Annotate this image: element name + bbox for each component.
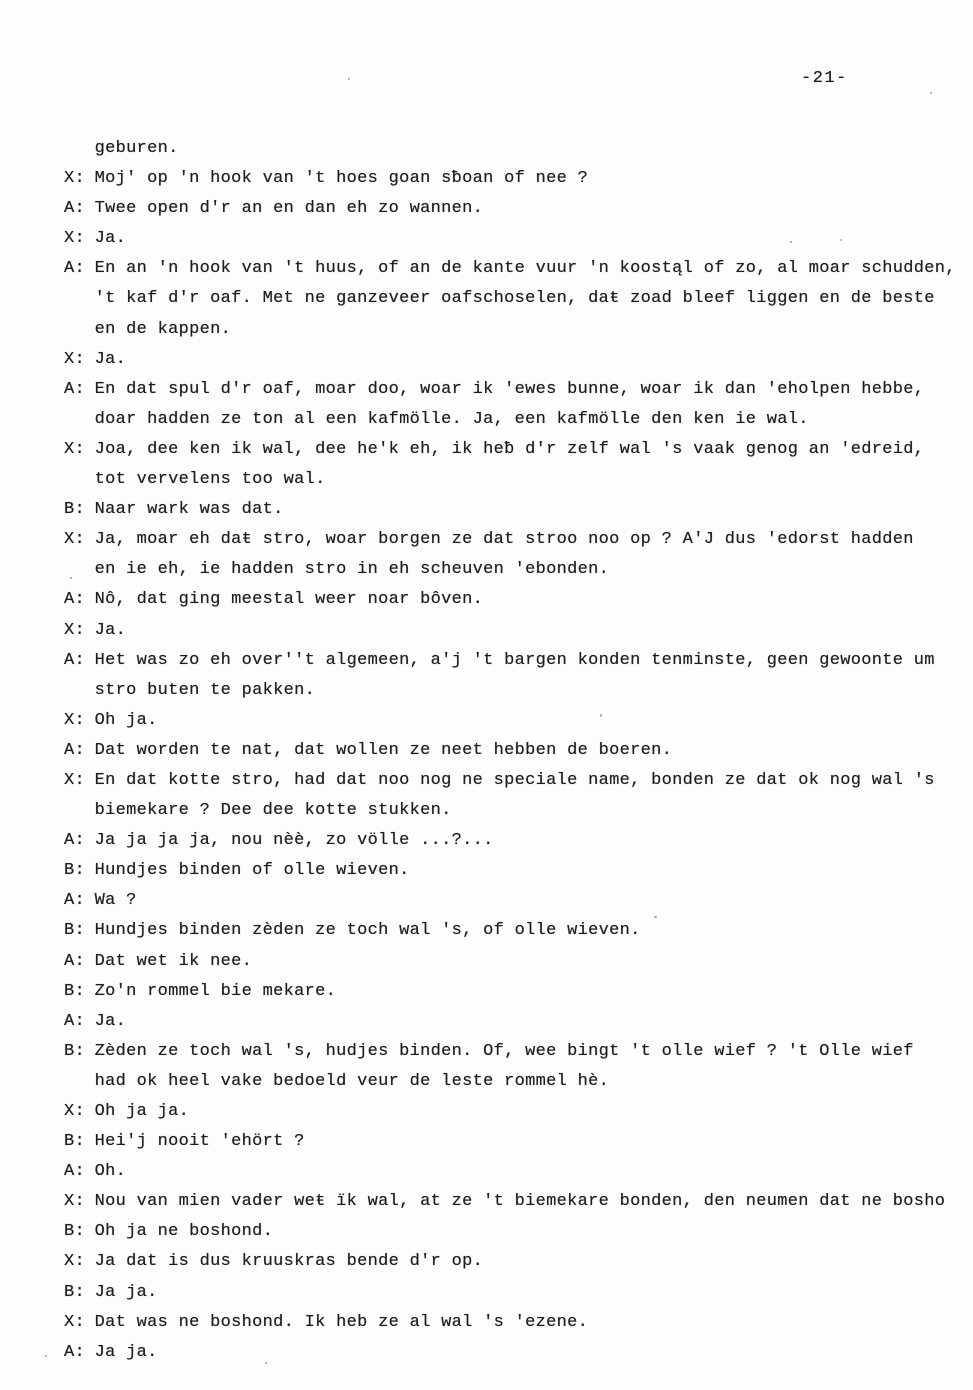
speaker-label: B: <box>64 1132 86 1152</box>
utterance-text: en ie eh, ie hadden stro in eh scheuven 'ebonden. <box>94 560 610 580</box>
transcript-line <box>64 1037 973 1067</box>
utterance-text: Ja. <box>94 229 127 249</box>
speaker-label: X: <box>64 710 86 730</box>
scan-speck <box>600 714 602 717</box>
speaker-label: A: <box>64 831 86 851</box>
utterance-text: Ja ja. <box>94 1342 158 1362</box>
transcript-line <box>64 1308 973 1338</box>
utterance-text: Zèden ze toch wal 's, hudjes binden. Of, wee bingt 't olle wief ? 't Olle wief <box>94 1041 914 1061</box>
utterance-text: Ja dat is dus kruuskras bende d'r op. <box>94 1252 484 1272</box>
utterance-text: Moj' op 'n hook van 't hoes goan sƀoan of nee ? <box>94 169 589 189</box>
transcript-line <box>64 315 973 345</box>
utterance-text: biemekare ? Dee dee kotte stukken. <box>94 801 452 821</box>
utterance-text: Ja. <box>94 349 127 369</box>
scan-speck <box>915 455 917 457</box>
transcript-line <box>64 435 973 465</box>
utterance-text: Twee open d'r an en dan eh zo wannen. <box>94 199 484 219</box>
transcript-line <box>64 646 973 676</box>
speaker-label: X: <box>64 1312 86 1332</box>
utterance-text: Ja. <box>94 620 127 640</box>
transcript-line <box>64 1007 973 1037</box>
speaker-label: X: <box>64 169 86 189</box>
transcript-line <box>64 1247 973 1277</box>
speaker-label: A: <box>64 951 86 971</box>
utterance-text: en de kappen. <box>94 319 232 339</box>
speaker-label: A: <box>64 740 86 760</box>
utterance-text: Ja, moar eh daŧ stro, woar borgen ze dat stroo noo op ? A'J dus 'edorst hadden <box>94 530 914 550</box>
transcript-line <box>64 585 973 615</box>
transcript-line <box>64 1097 973 1127</box>
utterance-text: Ja. <box>94 1011 127 1031</box>
transcript-line <box>64 495 973 525</box>
speaker-label: X: <box>64 349 86 369</box>
utterance-text: Hundjes binden of olle wieven. <box>94 861 410 881</box>
scan-speck <box>265 1362 267 1364</box>
transcript-line <box>64 1338 973 1368</box>
transcript-line <box>64 194 973 224</box>
utterance-text: En dat spul d'r oaf, moar doo, woar ik 'ewes bunne, woar ik dan 'eholpen hebbe, <box>94 379 925 399</box>
utterance-text: Joa, dee ken ik wal, dee he'k eh, ik heƀ d'r zelf wal 's vaak genog an 'edreid, <box>94 439 925 459</box>
transcript-line <box>64 525 973 555</box>
transcript <box>64 134 973 1368</box>
scan-speck <box>654 916 657 918</box>
transcript-line <box>64 375 973 405</box>
transcript-line <box>64 1067 973 1097</box>
speaker-label: B: <box>64 500 86 520</box>
speaker-label: X: <box>64 620 86 640</box>
speaker-label: A: <box>64 1342 86 1362</box>
transcript-line <box>64 465 973 495</box>
speaker-label: B: <box>64 1222 86 1242</box>
utterance-text: stro buten te pakken. <box>94 680 316 700</box>
utterance-text: Dat worden te nat, dat wollen ze neet hebben de boeren. <box>94 740 673 760</box>
utterance-text: had ok heel vake bedoeld veur de leste rommel hè. <box>94 1071 610 1091</box>
transcript-line <box>64 164 973 194</box>
utterance-text: Nou van mien vader weŧ ïk wal, at ze 't biemekare bonden, den neumen dat ne bosho <box>94 1192 946 1212</box>
transcript-line <box>64 1127 973 1157</box>
utterance-text: En dat kotte stro, had dat noo nog ne speciale name, bonden ze dat ok nog wal 's <box>94 770 935 790</box>
transcript-line <box>64 1278 973 1308</box>
speaker-label: A: <box>64 259 86 279</box>
transcript-line <box>64 886 973 916</box>
transcript-line <box>64 766 973 796</box>
transcript-line <box>64 947 973 977</box>
utterance-text: Zo'n rommel bie mekare. <box>94 981 337 1001</box>
transcript-line <box>64 796 973 826</box>
scan-speck <box>840 239 842 241</box>
speaker-label: A: <box>64 650 86 670</box>
transcript-line <box>64 405 973 435</box>
transcript-line <box>64 736 973 766</box>
utterance-text: Nô, dat ging meestal weer noar bôven. <box>94 590 484 610</box>
speaker-label: A: <box>64 590 86 610</box>
speaker-label: A: <box>64 891 86 911</box>
transcript-line <box>64 254 973 284</box>
utterance-text: Dat was ne boshond. Ik heb ze al wal 's 'ezene. <box>94 1312 589 1332</box>
speaker-label: B: <box>64 1282 86 1302</box>
speaker-label: A: <box>64 199 86 219</box>
utterance-text: tot vervelens too wal. <box>94 470 326 490</box>
utterance-text: Oh ja ne boshond. <box>94 1222 274 1242</box>
utterance-text: Ja ja ja ja, nou nèè, zo völle ...?... <box>94 831 494 851</box>
transcript-line <box>64 284 973 314</box>
utterance-text: En an 'n hook van 't huus, of an de kante vuur 'n koostąl of zo, al moar schudden, <box>94 259 956 279</box>
utterance-text: Wa ? <box>94 891 137 911</box>
transcript-line <box>64 916 973 946</box>
utterance-text: Het was zo eh over''t algemeen, a'j 't bargen konden tenminste, geen gewoonte um <box>94 650 935 670</box>
speaker-label: B: <box>64 1041 86 1061</box>
speaker-label: A: <box>64 379 86 399</box>
speaker-label: A: <box>64 1162 86 1182</box>
utterance-text: geburen. <box>94 139 179 158</box>
page-number: -21- <box>801 69 848 88</box>
utterance-text: Naar wark was dat. <box>94 500 284 520</box>
speaker-label: B: <box>64 921 86 941</box>
speaker-label: X: <box>64 439 86 459</box>
transcript-line <box>64 826 973 856</box>
speaker-label: B: <box>64 861 86 881</box>
utterance-text: doar hadden ze ton al een kafmölle. Ja, een kafmölle den ken ie wal. <box>94 409 809 429</box>
utterance-text: Hei'j nooit 'ehört ? <box>94 1132 305 1152</box>
utterance-text: Oh. <box>94 1162 127 1182</box>
transcript-line <box>64 134 973 164</box>
scan-speck <box>348 78 350 80</box>
speaker-label: X: <box>64 530 86 550</box>
scan-speck <box>45 1355 47 1357</box>
speaker-label: A: <box>64 1011 86 1031</box>
transcript-line <box>64 555 973 585</box>
transcript-line <box>64 1157 973 1187</box>
speaker-label: B: <box>64 981 86 1001</box>
speaker-label: X: <box>64 229 86 249</box>
speaker-label: X: <box>64 770 86 790</box>
transcript-line <box>64 224 973 254</box>
transcript-line <box>64 616 973 646</box>
speaker-label: X: <box>64 1192 86 1212</box>
utterance-text: Hundjes binden zèden ze toch wal 's, of olle wieven. <box>94 921 641 941</box>
transcript-line <box>64 706 973 736</box>
utterance-text: Ja ja. <box>94 1282 158 1302</box>
scan-speck <box>70 577 72 579</box>
transcript-line <box>64 977 973 1007</box>
transcript-line <box>64 856 973 886</box>
speaker-label: X: <box>64 1102 86 1121</box>
transcript-line <box>64 345 973 375</box>
scan-speck <box>930 92 932 94</box>
utterance-text: Oh ja. <box>94 710 158 730</box>
scan-speck <box>790 241 792 243</box>
transcript-line <box>64 1187 973 1217</box>
utterance-text: Dat wet ik nee. <box>94 951 253 971</box>
utterance-text: Oh ja ja. <box>94 1102 190 1121</box>
speaker-label: X: <box>64 1252 86 1272</box>
transcript-line <box>64 676 973 706</box>
utterance-text: 't kaf d'r oaf. Met ne ganzeveer oafschoselen, daŧ zoad bleef liggen en de beste <box>94 289 935 309</box>
transcript-line <box>64 1217 973 1247</box>
